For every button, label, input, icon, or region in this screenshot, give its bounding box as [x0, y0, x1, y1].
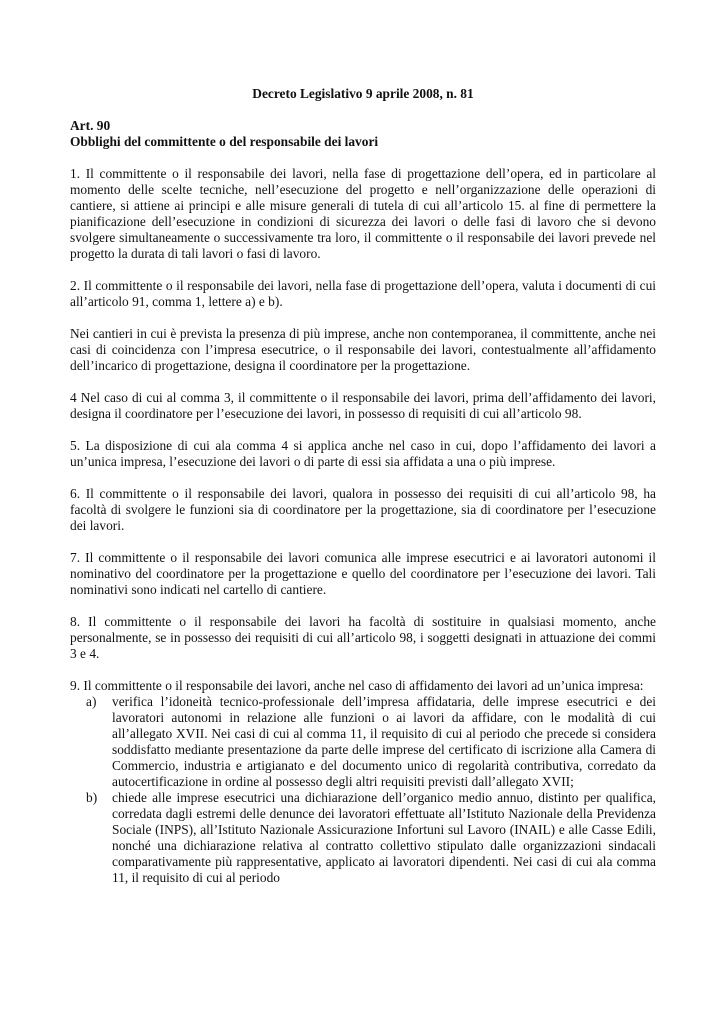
list-marker: a) — [86, 694, 97, 709]
document-page — [70, 86, 656, 886]
obligations-list — [70, 694, 656, 886]
list-item-a — [86, 694, 656, 790]
paragraph-6: 6. Il committente o il responsabile dei lavori, qualora in possesso dei requisiti di cui all’articolo 98, ha facoltà di svolgere le funzioni sia di coordinatore per la progettazione, sia di coordinatore per l’esecuzione dei lavori. — [70, 486, 656, 533]
list-item-text: verifica l’idoneità tecnico-professionale dell’impresa affidataria, delle imprese esecutrici e dei lavoratori autonomi in relazione alle funzioni o ai lavori da affidare, con le modalità di cui all’allegato XVII. Nei casi di cui al comma 11, il requisito di cui al periodo che precede si considera soddisfatto mediante presentazione da parte delle imprese del certificato di iscrizione alla Camera di Commercio, industria e artigianato e del documento unico di regolarità contributiva, corredato da autocertificazione in ordine al possesso degli altri requisiti previsti dall’allegato XVII; — [112, 694, 656, 789]
article-heading — [70, 118, 656, 150]
document-title: Decreto Legislativo 9 aprile 2008, n. 81 — [252, 86, 474, 101]
paragraph-8: 8. Il committente o il responsabile dei lavori ha facoltà di sostituire in qualsiasi momento, anche personalmente, se in possesso dei requisiti di cui all’articolo 98, i soggetti designati in attuazione dei commi 3 e 4. — [70, 614, 656, 661]
paragraph-7: 7. Il committente o il responsabile dei lavori comunica alle imprese esecutrici e ai lavoratori autonomi il nominativo del coordinatore per la progettazione e quello del coordinatore per l’esecuzione dei lavori. Tali nominativi sono indicati nel cartello di cantiere. — [70, 550, 656, 597]
list-marker: b) — [86, 790, 98, 805]
list-item-b — [86, 790, 656, 886]
paragraph-5: 5. La disposizione di cui ala comma 4 si applica anche nel caso in cui, dopo l’affidamento dei lavori a un’unica impresa, l’esecuzione dei lavori o di parte di essi sia affidata a una o più imprese. — [70, 438, 656, 469]
article-title: Obblighi del committente o del responsabile dei lavori — [70, 134, 379, 149]
list-item-text: chiede alle imprese esecutrici una dichiarazione dell’organico medio annuo, distinto per qualifica, corredata dagli estremi delle denunce dei lavoratori effettuate all’Istituto Nazionale della Previdenza Sociale (INPS), all’Istituto Nazionale Assicurazione Infortuni sul Lavoro (INAIL) e alle Casse Edili, nonché una dichiarazione relativa al contratto collettivo stipulato dalle organizzazioni sindacali comparativamente più rappresentative, applicato ai lavoratori dipendenti. Nei casi di cui ala comma 11, il requisito di cui al periodo — [112, 790, 656, 885]
paragraph-9-intro: 9. Il committente o il responsabile dei lavori, anche nel caso di affidamento dei lavori ad un’unica impresa: — [70, 678, 644, 693]
article-number: Art. 90 — [70, 118, 111, 133]
paragraph-4: 4 Nel caso di cui al comma 3, il committente o il responsabile dei lavori, prima dell’affidamento dei lavori, designa il coordinatore per l’esecuzione dei lavori, in possesso di requisiti di cui all’articolo 98. — [70, 390, 656, 421]
paragraph-3: Nei cantieri in cui è prevista la presenza di più imprese, anche non contemporanea, il committente, anche nei casi di coincidenza con l’impresa esecutrice, o il responsabile dei lavori, contestualmente all’affidamento dell’incarico di progettazione, designa il coordinatore per la progettazione. — [70, 326, 656, 373]
paragraph-1: 1. Il committente o il responsabile dei lavori, nella fase di progettazione dell’opera, ed in particolare al momento delle scelte tecniche, nell’esecuzione del progetto e nell’organizzazione delle operazioni di cantiere, si attiene ai principi e alle misure generali di tutela di cui all’articolo 15. al fine di permettere la pianificazione dell’esecuzione in condizioni di sicurezza dei lavori o delle fasi di lavoro che si devono svolgere simultaneamente o successivamente tra loro, il committente o il responsabile dei lavori prevede nel progetto la durata di tali lavori o fasi di lavoro. — [70, 166, 656, 261]
paragraph-2: 2. Il committente o il responsabile dei lavori, nella fase di progettazione dell’opera, valuta i documenti di cui all’articolo 91, comma 1, lettere a) e b). — [70, 278, 656, 309]
